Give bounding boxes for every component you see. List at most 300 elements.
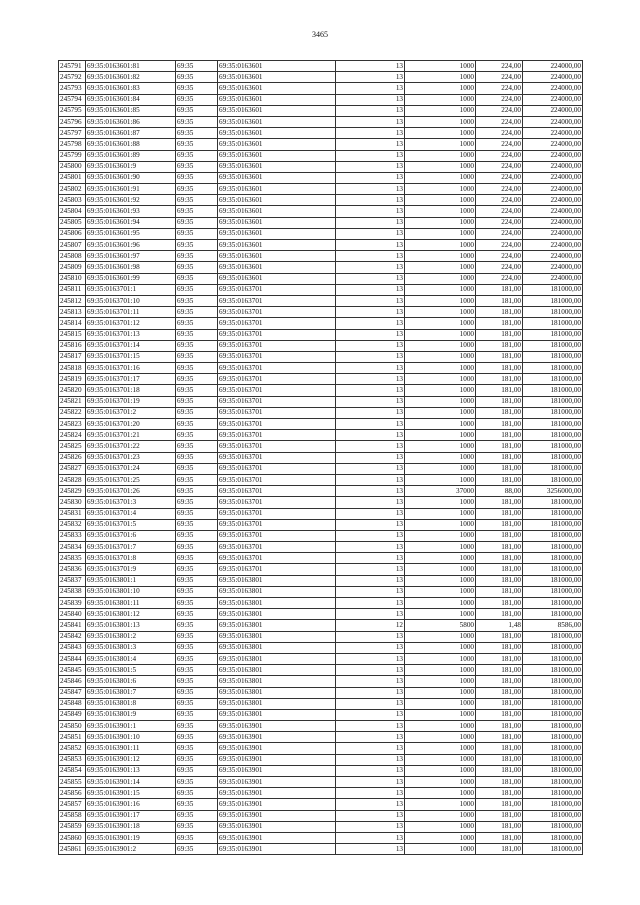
table-row bbox=[59, 161, 583, 172]
cadastral-number-cell: 69:35:0163901:10 bbox=[86, 732, 176, 743]
table-row bbox=[59, 575, 583, 586]
category-code-cell: 13 bbox=[336, 765, 405, 776]
area-cell: 1000 bbox=[405, 262, 476, 273]
area-cell: 1000 bbox=[405, 474, 476, 485]
cadastral-number-cell: 69:35:0163801:2 bbox=[86, 631, 176, 642]
district-code-cell: 69:35 bbox=[176, 329, 218, 340]
category-code-cell: 13 bbox=[336, 374, 405, 385]
cadastral-number-cell: 69:35:0163601:96 bbox=[86, 240, 176, 251]
quarter-number-cell: 69:35:0163601 bbox=[218, 195, 336, 206]
table-row bbox=[59, 94, 583, 105]
area-cell: 1000 bbox=[405, 251, 476, 262]
cadastral-value-cell: 181000,00 bbox=[523, 351, 583, 362]
row-number-cell: 245801 bbox=[59, 172, 86, 183]
area-cell: 1000 bbox=[405, 832, 476, 843]
cadastral-value-cell: 224000,00 bbox=[523, 228, 583, 239]
district-code-cell: 69:35 bbox=[176, 732, 218, 743]
table-row bbox=[59, 385, 583, 396]
row-number-cell: 245802 bbox=[59, 184, 86, 195]
row-number-cell: 245857 bbox=[59, 799, 86, 810]
category-code-cell: 13 bbox=[336, 553, 405, 564]
area-cell: 1000 bbox=[405, 195, 476, 206]
table-row bbox=[59, 262, 583, 273]
row-number-cell: 245851 bbox=[59, 732, 86, 743]
district-code-cell: 69:35 bbox=[176, 161, 218, 172]
category-code-cell: 13 bbox=[336, 262, 405, 273]
rate-cell: 181,00 bbox=[476, 832, 523, 843]
area-cell: 1000 bbox=[405, 295, 476, 306]
row-number-cell: 245846 bbox=[59, 676, 86, 687]
table-row bbox=[59, 139, 583, 150]
row-number-cell: 245840 bbox=[59, 609, 86, 620]
rate-cell: 181,00 bbox=[476, 430, 523, 441]
rate-cell: 224,00 bbox=[476, 228, 523, 239]
cadastral-number-cell: 69:35:0163701:5 bbox=[86, 519, 176, 530]
area-cell: 1000 bbox=[405, 508, 476, 519]
row-number-cell: 245797 bbox=[59, 128, 86, 139]
cadastral-value-cell: 181000,00 bbox=[523, 575, 583, 586]
cadastral-value-cell: 224000,00 bbox=[523, 195, 583, 206]
category-code-cell: 13 bbox=[336, 821, 405, 832]
row-number-cell: 245822 bbox=[59, 407, 86, 418]
cadastral-value-cell: 181000,00 bbox=[523, 609, 583, 620]
cadastral-value-cell: 181000,00 bbox=[523, 497, 583, 508]
district-code-cell: 69:35 bbox=[176, 295, 218, 306]
area-cell: 1000 bbox=[405, 665, 476, 676]
quarter-number-cell: 69:35:0163901 bbox=[218, 821, 336, 832]
cadastral-value-cell: 181000,00 bbox=[523, 788, 583, 799]
district-code-cell: 69:35 bbox=[176, 765, 218, 776]
table-row bbox=[59, 765, 583, 776]
table-row bbox=[59, 206, 583, 217]
district-code-cell: 69:35 bbox=[176, 743, 218, 754]
cadastral-value-cell: 181000,00 bbox=[523, 743, 583, 754]
row-number-cell: 245855 bbox=[59, 777, 86, 788]
cadastral-number-cell: 69:35:0163701:24 bbox=[86, 463, 176, 474]
category-code-cell: 13 bbox=[336, 295, 405, 306]
table-row bbox=[59, 508, 583, 519]
table-row bbox=[59, 307, 583, 318]
table-row bbox=[59, 441, 583, 452]
category-code-cell: 13 bbox=[336, 161, 405, 172]
area-cell: 1000 bbox=[405, 307, 476, 318]
area-cell: 1000 bbox=[405, 598, 476, 609]
district-code-cell: 69:35 bbox=[176, 609, 218, 620]
rate-cell: 181,00 bbox=[476, 810, 523, 821]
table-row bbox=[59, 553, 583, 564]
row-number-cell: 245849 bbox=[59, 709, 86, 720]
area-cell: 1000 bbox=[405, 564, 476, 575]
quarter-number-cell: 69:35:0163601 bbox=[218, 184, 336, 195]
rate-cell: 181,00 bbox=[476, 530, 523, 541]
table-row bbox=[59, 665, 583, 676]
quarter-number-cell: 69:35:0163901 bbox=[218, 732, 336, 743]
cadastral-number-cell: 69:35:0163701:19 bbox=[86, 396, 176, 407]
quarter-number-cell: 69:35:0163901 bbox=[218, 799, 336, 810]
cadastral-number-cell: 69:35:0163701:22 bbox=[86, 441, 176, 452]
category-code-cell: 13 bbox=[336, 318, 405, 329]
cadastral-number-cell: 69:35:0163701:12 bbox=[86, 318, 176, 329]
cadastral-value-cell: 224000,00 bbox=[523, 161, 583, 172]
row-number-cell: 245826 bbox=[59, 452, 86, 463]
cadastral-number-cell: 69:35:0163801:5 bbox=[86, 665, 176, 676]
district-code-cell: 69:35 bbox=[176, 530, 218, 541]
table-row bbox=[59, 564, 583, 575]
quarter-number-cell: 69:35:0163601 bbox=[218, 217, 336, 228]
area-cell: 1000 bbox=[405, 642, 476, 653]
row-number-cell: 245835 bbox=[59, 553, 86, 564]
quarter-number-cell: 69:35:0163801 bbox=[218, 620, 336, 631]
cadastral-value-cell: 224000,00 bbox=[523, 139, 583, 150]
rate-cell: 181,00 bbox=[476, 586, 523, 597]
cadastral-value-table bbox=[58, 60, 583, 855]
rate-cell: 181,00 bbox=[476, 765, 523, 776]
cadastral-value-cell: 224000,00 bbox=[523, 172, 583, 183]
district-code-cell: 69:35 bbox=[176, 564, 218, 575]
cadastral-value-cell: 181000,00 bbox=[523, 452, 583, 463]
row-number-cell: 245861 bbox=[59, 844, 86, 855]
row-number-cell: 245829 bbox=[59, 486, 86, 497]
area-cell: 1000 bbox=[405, 631, 476, 642]
cadastral-value-cell: 181000,00 bbox=[523, 553, 583, 564]
quarter-number-cell: 69:35:0163701 bbox=[218, 497, 336, 508]
cadastral-value-cell: 224000,00 bbox=[523, 61, 583, 72]
rate-cell: 181,00 bbox=[476, 351, 523, 362]
quarter-number-cell: 69:35:0163801 bbox=[218, 631, 336, 642]
area-cell: 1000 bbox=[405, 721, 476, 732]
district-code-cell: 69:35 bbox=[176, 340, 218, 351]
quarter-number-cell: 69:35:0163601 bbox=[218, 161, 336, 172]
row-number-cell: 245845 bbox=[59, 665, 86, 676]
cadastral-number-cell: 69:35:0163701:7 bbox=[86, 542, 176, 553]
district-code-cell: 69:35 bbox=[176, 318, 218, 329]
table-row bbox=[59, 620, 583, 631]
category-code-cell: 13 bbox=[336, 754, 405, 765]
category-code-cell: 13 bbox=[336, 474, 405, 485]
area-cell: 1000 bbox=[405, 452, 476, 463]
rate-cell: 181,00 bbox=[476, 598, 523, 609]
row-number-cell: 245847 bbox=[59, 687, 86, 698]
quarter-number-cell: 69:35:0163801 bbox=[218, 687, 336, 698]
row-number-cell: 245796 bbox=[59, 116, 86, 127]
row-number-cell: 245848 bbox=[59, 698, 86, 709]
district-code-cell: 69:35 bbox=[176, 83, 218, 94]
category-code-cell: 13 bbox=[336, 139, 405, 150]
cadastral-number-cell: 69:35:0163701:17 bbox=[86, 374, 176, 385]
table-row bbox=[59, 732, 583, 743]
quarter-number-cell: 69:35:0163601 bbox=[218, 228, 336, 239]
cadastral-value-cell: 181000,00 bbox=[523, 463, 583, 474]
rate-cell: 224,00 bbox=[476, 262, 523, 273]
cadastral-number-cell: 69:35:0163701:15 bbox=[86, 351, 176, 362]
category-code-cell: 13 bbox=[336, 240, 405, 251]
cadastral-value-cell: 181000,00 bbox=[523, 530, 583, 541]
rate-cell: 181,00 bbox=[476, 463, 523, 474]
rate-cell: 181,00 bbox=[476, 687, 523, 698]
quarter-number-cell: 69:35:0163701 bbox=[218, 530, 336, 541]
category-code-cell: 13 bbox=[336, 172, 405, 183]
category-code-cell: 13 bbox=[336, 743, 405, 754]
area-cell: 1000 bbox=[405, 777, 476, 788]
cadastral-value-cell: 224000,00 bbox=[523, 273, 583, 284]
rate-cell: 181,00 bbox=[476, 474, 523, 485]
row-number-cell: 245830 bbox=[59, 497, 86, 508]
district-code-cell: 69:35 bbox=[176, 105, 218, 116]
quarter-number-cell: 69:35:0163901 bbox=[218, 788, 336, 799]
row-number-cell: 245832 bbox=[59, 519, 86, 530]
row-number-cell: 245798 bbox=[59, 139, 86, 150]
quarter-number-cell: 69:35:0163701 bbox=[218, 519, 336, 530]
area-cell: 1000 bbox=[405, 351, 476, 362]
table-row bbox=[59, 284, 583, 295]
rate-cell: 224,00 bbox=[476, 94, 523, 105]
table-row bbox=[59, 754, 583, 765]
cadastral-number-cell: 69:35:0163601:94 bbox=[86, 217, 176, 228]
district-code-cell: 69:35 bbox=[176, 61, 218, 72]
rate-cell: 224,00 bbox=[476, 61, 523, 72]
area-cell: 1000 bbox=[405, 83, 476, 94]
table-row bbox=[59, 530, 583, 541]
cadastral-number-cell: 69:35:0163601:84 bbox=[86, 94, 176, 105]
category-code-cell: 13 bbox=[336, 799, 405, 810]
area-cell: 1000 bbox=[405, 530, 476, 541]
category-code-cell: 13 bbox=[336, 709, 405, 720]
district-code-cell: 69:35 bbox=[176, 128, 218, 139]
area-cell: 1000 bbox=[405, 273, 476, 284]
rate-cell: 181,00 bbox=[476, 307, 523, 318]
cadastral-value-cell: 181000,00 bbox=[523, 698, 583, 709]
district-code-cell: 69:35 bbox=[176, 698, 218, 709]
district-code-cell: 69:35 bbox=[176, 262, 218, 273]
row-number-cell: 245824 bbox=[59, 430, 86, 441]
table-row bbox=[59, 497, 583, 508]
row-number-cell: 245794 bbox=[59, 94, 86, 105]
area-cell: 1000 bbox=[405, 586, 476, 597]
cadastral-number-cell: 69:35:0163601:92 bbox=[86, 195, 176, 206]
quarter-number-cell: 69:35:0163801 bbox=[218, 709, 336, 720]
district-code-cell: 69:35 bbox=[176, 273, 218, 284]
category-code-cell: 13 bbox=[336, 732, 405, 743]
cadastral-number-cell: 69:35:0163801:6 bbox=[86, 676, 176, 687]
rate-cell: 181,00 bbox=[476, 754, 523, 765]
quarter-number-cell: 69:35:0163701 bbox=[218, 374, 336, 385]
area-cell: 1000 bbox=[405, 743, 476, 754]
table-row bbox=[59, 474, 583, 485]
area-cell: 1000 bbox=[405, 810, 476, 821]
quarter-number-cell: 69:35:0163701 bbox=[218, 486, 336, 497]
quarter-number-cell: 69:35:0163601 bbox=[218, 262, 336, 273]
district-code-cell: 69:35 bbox=[176, 217, 218, 228]
cadastral-value-cell: 181000,00 bbox=[523, 777, 583, 788]
cadastral-number-cell: 69:35:0163801:4 bbox=[86, 653, 176, 664]
cadastral-number-cell: 69:35:0163801:12 bbox=[86, 609, 176, 620]
rate-cell: 181,00 bbox=[476, 777, 523, 788]
district-code-cell: 69:35 bbox=[176, 586, 218, 597]
row-number-cell: 245812 bbox=[59, 295, 86, 306]
table-row bbox=[59, 486, 583, 497]
category-code-cell: 13 bbox=[336, 631, 405, 642]
cadastral-value-cell: 224000,00 bbox=[523, 116, 583, 127]
row-number-cell: 245810 bbox=[59, 273, 86, 284]
category-code-cell: 13 bbox=[336, 228, 405, 239]
category-code-cell: 13 bbox=[336, 777, 405, 788]
quarter-number-cell: 69:35:0163601 bbox=[218, 150, 336, 161]
rate-cell: 88,00 bbox=[476, 486, 523, 497]
district-code-cell: 69:35 bbox=[176, 687, 218, 698]
category-code-cell: 13 bbox=[336, 665, 405, 676]
area-cell: 1000 bbox=[405, 161, 476, 172]
area-cell: 1000 bbox=[405, 61, 476, 72]
quarter-number-cell: 69:35:0163701 bbox=[218, 295, 336, 306]
quarter-number-cell: 69:35:0163701 bbox=[218, 340, 336, 351]
rate-cell: 224,00 bbox=[476, 273, 523, 284]
table-row bbox=[59, 743, 583, 754]
cadastral-number-cell: 69:35:0163701:4 bbox=[86, 508, 176, 519]
category-code-cell: 13 bbox=[336, 676, 405, 687]
cadastral-number-cell: 69:35:0163701:23 bbox=[86, 452, 176, 463]
area-cell: 1000 bbox=[405, 754, 476, 765]
rate-cell: 181,00 bbox=[476, 329, 523, 340]
cadastral-number-cell: 69:35:0163701:11 bbox=[86, 307, 176, 318]
table-row bbox=[59, 116, 583, 127]
quarter-number-cell: 69:35:0163701 bbox=[218, 351, 336, 362]
rate-cell: 181,00 bbox=[476, 642, 523, 653]
quarter-number-cell: 69:35:0163701 bbox=[218, 564, 336, 575]
row-number-cell: 245860 bbox=[59, 832, 86, 843]
category-code-cell: 13 bbox=[336, 72, 405, 83]
rate-cell: 181,00 bbox=[476, 542, 523, 553]
row-number-cell: 245850 bbox=[59, 721, 86, 732]
district-code-cell: 69:35 bbox=[176, 474, 218, 485]
row-number-cell: 245792 bbox=[59, 72, 86, 83]
table-row bbox=[59, 586, 583, 597]
table-row bbox=[59, 340, 583, 351]
category-code-cell: 13 bbox=[336, 542, 405, 553]
rate-cell: 224,00 bbox=[476, 116, 523, 127]
area-cell: 1000 bbox=[405, 228, 476, 239]
row-number-cell: 245791 bbox=[59, 61, 86, 72]
cadastral-number-cell: 69:35:0163701:18 bbox=[86, 385, 176, 396]
area-cell: 1000 bbox=[405, 329, 476, 340]
rate-cell: 181,00 bbox=[476, 821, 523, 832]
row-number-cell: 245818 bbox=[59, 363, 86, 374]
cadastral-value-cell: 181000,00 bbox=[523, 631, 583, 642]
area-cell: 1000 bbox=[405, 318, 476, 329]
area-cell: 1000 bbox=[405, 407, 476, 418]
table-row bbox=[59, 542, 583, 553]
category-code-cell: 13 bbox=[336, 195, 405, 206]
rate-cell: 224,00 bbox=[476, 161, 523, 172]
district-code-cell: 69:35 bbox=[176, 195, 218, 206]
area-cell: 1000 bbox=[405, 676, 476, 687]
category-code-cell: 13 bbox=[336, 396, 405, 407]
cadastral-number-cell: 69:35:0163601:9 bbox=[86, 161, 176, 172]
table-row bbox=[59, 228, 583, 239]
rate-cell: 181,00 bbox=[476, 709, 523, 720]
cadastral-value-cell: 181000,00 bbox=[523, 295, 583, 306]
quarter-number-cell: 69:35:0163701 bbox=[218, 363, 336, 374]
cadastral-value-cell: 181000,00 bbox=[523, 709, 583, 720]
cadastral-number-cell: 69:35:0163801:3 bbox=[86, 642, 176, 653]
district-code-cell: 69:35 bbox=[176, 631, 218, 642]
cadastral-value-cell: 181000,00 bbox=[523, 419, 583, 430]
district-code-cell: 69:35 bbox=[176, 441, 218, 452]
rate-cell: 181,00 bbox=[476, 575, 523, 586]
cadastral-number-cell: 69:35:0163601:95 bbox=[86, 228, 176, 239]
cadastral-value-cell: 181000,00 bbox=[523, 407, 583, 418]
rate-cell: 181,00 bbox=[476, 721, 523, 732]
quarter-number-cell: 69:35:0163601 bbox=[218, 128, 336, 139]
area-cell: 1000 bbox=[405, 363, 476, 374]
table-row bbox=[59, 295, 583, 306]
cadastral-value-cell: 3256000,00 bbox=[523, 486, 583, 497]
rate-cell: 181,00 bbox=[476, 497, 523, 508]
quarter-number-cell: 69:35:0163701 bbox=[218, 441, 336, 452]
district-code-cell: 69:35 bbox=[176, 754, 218, 765]
rate-cell: 181,00 bbox=[476, 284, 523, 295]
district-code-cell: 69:35 bbox=[176, 407, 218, 418]
row-number-cell: 245795 bbox=[59, 105, 86, 116]
cadastral-number-cell: 69:35:0163701:8 bbox=[86, 553, 176, 564]
cadastral-number-cell: 69:35:0163601:82 bbox=[86, 72, 176, 83]
area-cell: 1000 bbox=[405, 698, 476, 709]
area-cell: 1000 bbox=[405, 240, 476, 251]
row-number-cell: 245800 bbox=[59, 161, 86, 172]
category-code-cell: 12 bbox=[336, 620, 405, 631]
district-code-cell: 69:35 bbox=[176, 821, 218, 832]
district-code-cell: 69:35 bbox=[176, 721, 218, 732]
quarter-number-cell: 69:35:0163901 bbox=[218, 810, 336, 821]
cadastral-number-cell: 69:35:0163801:7 bbox=[86, 687, 176, 698]
cadastral-number-cell: 69:35:0163901:2 bbox=[86, 844, 176, 855]
cadastral-number-cell: 69:35:0163801:8 bbox=[86, 698, 176, 709]
rate-cell: 181,00 bbox=[476, 653, 523, 664]
area-cell: 1000 bbox=[405, 687, 476, 698]
rate-cell: 181,00 bbox=[476, 407, 523, 418]
cadastral-value-cell: 181000,00 bbox=[523, 821, 583, 832]
cadastral-value-cell: 181000,00 bbox=[523, 542, 583, 553]
cadastral-number-cell: 69:35:0163701:1 bbox=[86, 284, 176, 295]
rate-cell: 224,00 bbox=[476, 128, 523, 139]
quarter-number-cell: 69:35:0163701 bbox=[218, 463, 336, 474]
rate-cell: 181,00 bbox=[476, 519, 523, 530]
row-number-cell: 245821 bbox=[59, 396, 86, 407]
row-number-cell: 245836 bbox=[59, 564, 86, 575]
cadastral-value-cell: 224000,00 bbox=[523, 105, 583, 116]
rate-cell: 181,00 bbox=[476, 363, 523, 374]
table-row bbox=[59, 150, 583, 161]
row-number-cell: 245843 bbox=[59, 642, 86, 653]
category-code-cell: 13 bbox=[336, 832, 405, 843]
district-code-cell: 69:35 bbox=[176, 307, 218, 318]
cadastral-number-cell: 69:35:0163801:11 bbox=[86, 598, 176, 609]
district-code-cell: 69:35 bbox=[176, 553, 218, 564]
area-cell: 1000 bbox=[405, 139, 476, 150]
quarter-number-cell: 69:35:0163901 bbox=[218, 832, 336, 843]
area-cell: 1000 bbox=[405, 150, 476, 161]
area-cell: 1000 bbox=[405, 206, 476, 217]
table-row bbox=[59, 363, 583, 374]
cadastral-value-cell: 181000,00 bbox=[523, 318, 583, 329]
quarter-number-cell: 69:35:0163701 bbox=[218, 419, 336, 430]
area-cell: 37000 bbox=[405, 486, 476, 497]
cadastral-number-cell: 69:35:0163601:93 bbox=[86, 206, 176, 217]
rate-cell: 224,00 bbox=[476, 139, 523, 150]
area-cell: 1000 bbox=[405, 821, 476, 832]
rate-cell: 181,00 bbox=[476, 788, 523, 799]
category-code-cell: 13 bbox=[336, 128, 405, 139]
cadastral-value-cell: 224000,00 bbox=[523, 217, 583, 228]
